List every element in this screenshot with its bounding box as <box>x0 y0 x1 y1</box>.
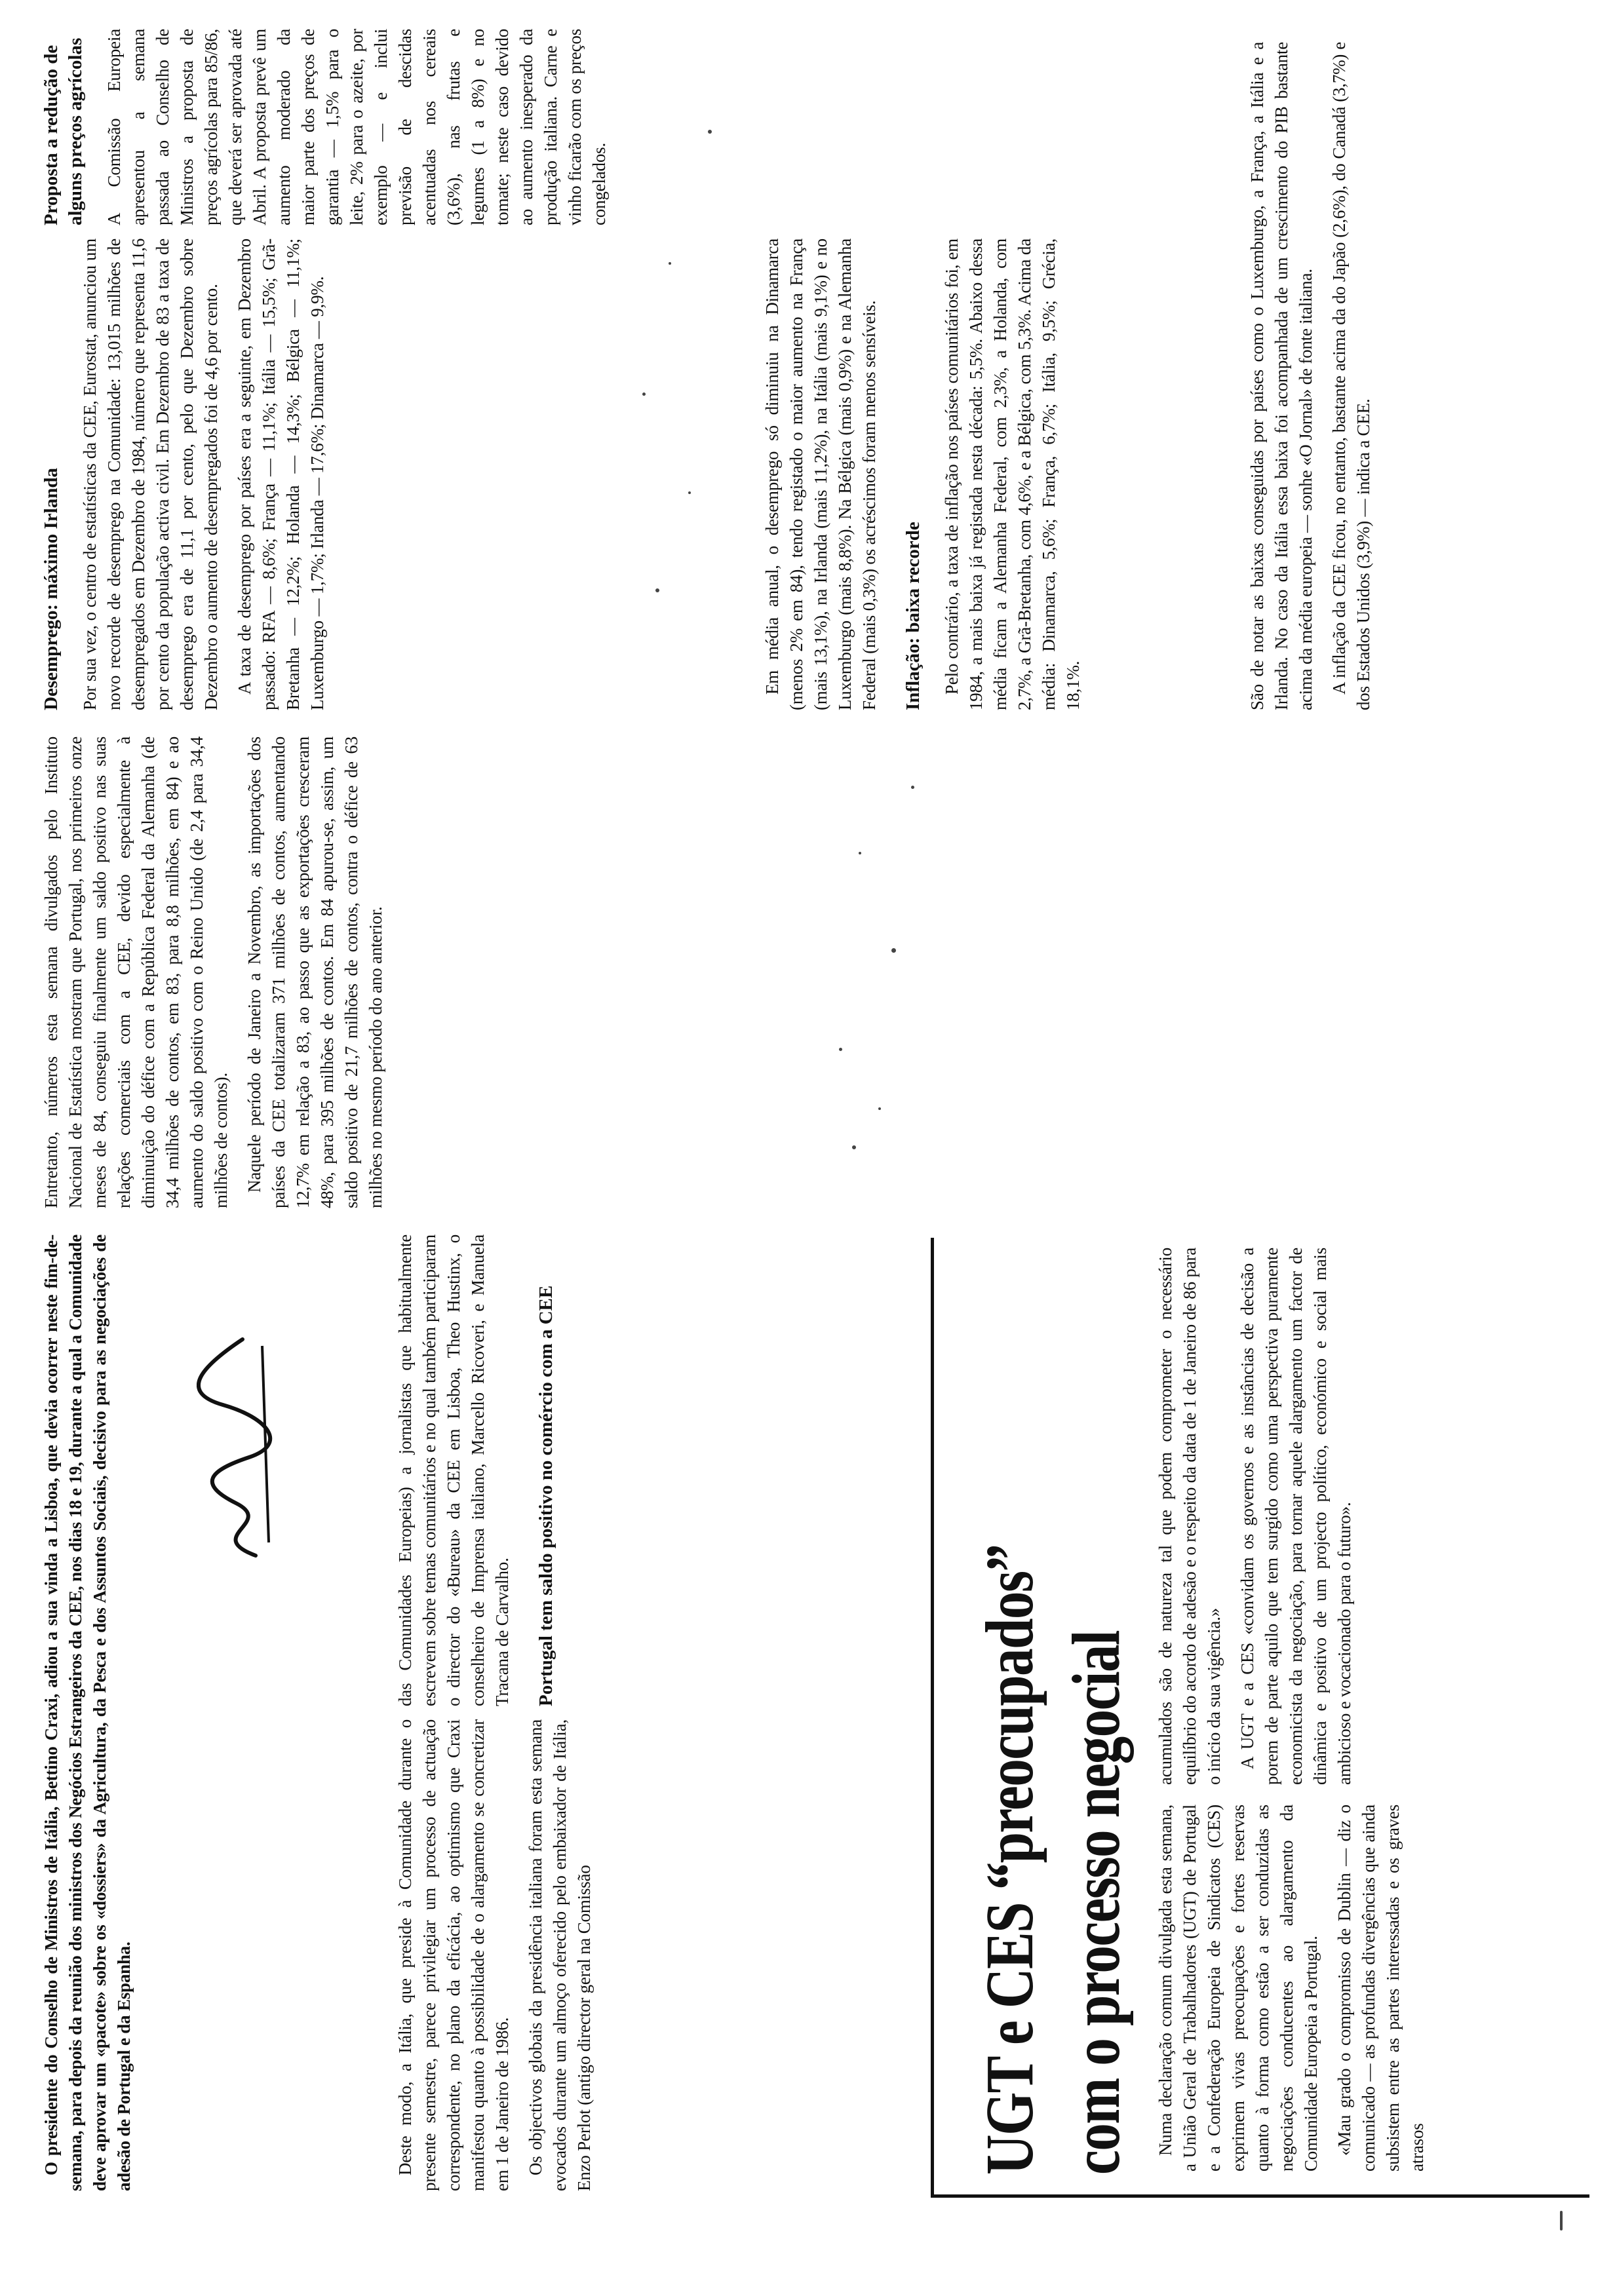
unemployment-section <box>39 239 339 710</box>
agri-paragraph-1: A Comissão Europeia apresentou a semana passada ao Conselho de Ministros a proposta de preços agrícolas para 85/86, que deverá ser aprovada até Abril. A proposta prevê um aumento moderado da maior parte dos preços de garantia — 1,5% para o leite, 2% para o azeite, por exemplo — e inclui previsão de descidas acentuadas nos cereais (3,6%), nas frutas e legumes (1 a 8%) e no tomate; neste caso devido ao aumento inesperado da produção italiana. Carne e vinho ficarão com os preços congelados. <box>104 29 609 225</box>
unemployment-paragraph-1: Por sua vez, o centro de estatísticas da CEE, Eurostat, anunciou um novo recorde de desemprego na Comunidade: 13,015 milhões de desempregados em Dezembro de 1984, número que representa 11,6 por cento da população activa civil. Em Dezembro de 83 a taxa de desemprego era de 11,1 por cento, pelo que Dezembro sobre Dezembro o aumento de desempregados foi de 4,6 por cento. <box>80 239 221 710</box>
agri-subhead: Proposta a redução de alguns preços agrícolas <box>41 37 86 225</box>
inflation-continued <box>1245 42 1385 710</box>
ugt-paragraph-2: «Mau grado o compromisso de Dublin — diz o comunicado — as profundas divergências que ainda subsistem entre as partes interessadas e os graves atrasos <box>1334 1805 1427 2172</box>
ugt-paragraph-4: A UGT e a CES «convidam os governos e as instâncias de decisão a porem de parte aquilo que tem surgido como uma perspectiva puramente economicista da negociação, para tornar aquele alargamento um factor de dinâmica e positivo de um projecto político, económico e social mais ambicioso e vocacionado para o futuro». <box>1237 1248 1354 1785</box>
ugt-paragraph-1: Numa declaração comum divulgada esta semana, a União Geral de Trabalhadores (UGT) de Portugal e a Confederação Europeia de Sindicatos (CES) exprimem vivas preocupações e fortes reservas quanto à forma como estão a ser conduzidas as negociações conducentes ao alargamento da Comunidade Europeia a Portugal. <box>1156 1805 1321 2172</box>
inflation-paragraph-2: São de notar as baixas conseguidas por países como o Luxemburgo, a França, a Itália e a Irlanda. No caso da Itália essa baixa foi acompanhada de um crescimento do PIB bastante acima da média europeia — sonhe «O Jornal» de fonte italiana. <box>1247 42 1315 710</box>
portugal-section <box>39 737 397 1208</box>
agri-section <box>39 29 621 225</box>
ministers-paragraph-1: Deste modo, a Itália, que preside à Comunidade durante o presente semestre, parece privilegiar um processo de actuação correspondente, no plano da eficácia, ao optimismo que Craxi manifestou quanto à possibilidade de o alargamento se concretizar em 1 de Janeiro de 1986. <box>395 1719 512 2191</box>
unemployment-subhead: Desemprego: máximo Irlanda <box>41 468 62 710</box>
ugt-column-1 <box>1154 1805 1439 2172</box>
portugal-paragraph-2: Naquele período de Janeiro a Novembro, as importações dos países da CEE totalizaram 371 milhões de contos, aumentando 12,7% em relação a 83, ao passo que as exportações cresceram 48%, para 395 milhões de contos. Em 84 apurou-se, assim, um saldo positivo de 21,7 milhões de contos, contra o défice de 63 milhões no mesmo período do ano anterior. <box>244 737 385 1208</box>
ugt-column-2 <box>1154 1248 1366 1785</box>
ministers-lede: O presidente do Conselho de Ministros de Itália, Bettino Craxi, adiou a sua vinda a Lisboa, que devia ocorrer neste fim-de-semana, para depois da reunião dos ministros dos Negócios Estrangeiros da CEE, nos dias 18 e 19, durante a qual a Comunidade deve aprovar um «pacote» sobre os «dossiers» da Agricultura, da Pesca e dos Assuntos Sociais, decisivo para as negociações de adesão de Portugal e da Espanha. <box>41 1234 134 2191</box>
inflation-paragraph-3: A inflação da CEE ficou, no entanto, bastante acima da do Japão (2,6%), do Canadá (3,7%) e dos Estados Unidos (3,9%) — indica a CEE. <box>1329 42 1373 710</box>
ugt-paragraph-3: acumulados são de natureza tal que podem comprometer o necessário equilíbrio do acordo de adesão e o respeito da data de 1 de Janeiro de 86 para o início da sua vigência.» <box>1156 1248 1224 1785</box>
handwritten-mark <box>197 1326 282 1562</box>
inflation-paragraph-1: Pelo contrário, a taxa de inflação nos países comunitários foi, em 1984, a mais baixa já registada nesta década: 5,5%. Abaixo dessa média ficam a Alemanha Federal, com 2,3%, a Holanda, com 2,7%, a Grã-Bretanha, com 4,6%, e a Bélgica, com 5,3%. Acima da média: Dinamarca, 5,6%; França, 6,7%; Itália, 9,5%; Grécia, 18,1%. <box>942 239 1083 710</box>
ministers-column-1 <box>393 1719 606 2191</box>
ministers-paragraph-2: Os objectivos globais da presidência italiana foram esta semana evocados durante um almoço oferecido pelo embaixador de Itália, Enzo Perlot (antigo director geral na Comissão <box>526 1719 594 2191</box>
ugt-headline-line-2: com o processo negocial <box>1059 1631 1134 2175</box>
unemployment-paragraph-3: Em média anual, o desemprego só diminuiu na Dinamarca (menos 2% em 84), tendo registado o maior aumento na França (mais 13,1%), na Irlanda (mais 11,2%), na Itália (mais 9,1%) e no Luxemburgo (mais 8,8%). Na Bélgica (mais 0,9%) e na Alemanha Federal (mais 0,3%) os acréscimos foram menos sensíveis. <box>762 239 879 710</box>
unemployment-paragraph-2: A taxa de desemprego por países era a seguinte, em Dezembro passado: RFA — 8,6%; França — 11,1%; Itália — 15,5%; Grã-Bretanha — 12,2%; Holanda — 14,3%; Bélgica — 11,1%; Luxemburgo — 1,7%; Irlanda — 17,6%; Dinamarca — 9,9%. <box>235 239 327 710</box>
portugal-subhead: Portugal tem saldo positivo no comércio com a CEE <box>535 1285 556 1706</box>
ministers-column-2 <box>393 1234 573 1706</box>
ugt-headline-line-1: UGT e CES “preocupados” <box>972 1544 1047 2175</box>
unemployment-continued <box>760 239 1095 710</box>
portugal-paragraph-1: Entretanto, números esta semana divulgados pelo Instituto Nacional de Estatística mostram que Portugal, nos primeiros onze meses de 84, conseguiu finalmente um saldo positivo nas suas relações comerciais com a CEE, devido especialmente à diminuição do défice com a República Federal da Alemanha (de 34,4 milhões de contos, em 83, para 8,8 milhões, em 84) e ao aumento do saldo positivo com o Reino Unido (de 2,4 para 34,4 milhões de contos). <box>41 737 231 1208</box>
ministers-paragraph-3: das Comunidades Europeias) a jornalistas que habitualmente escrevem sobre temas comunitários e no qual também participaram o director do «Bureau» da CEE em Lisboa, Theo Hustinx, o conselheiro de Imprensa italiano, Marcello Ricoveri, e Manuela Tracana de Carvalho. <box>395 1234 512 1706</box>
inflation-subhead: Inflação: baixa recorde <box>903 522 924 710</box>
